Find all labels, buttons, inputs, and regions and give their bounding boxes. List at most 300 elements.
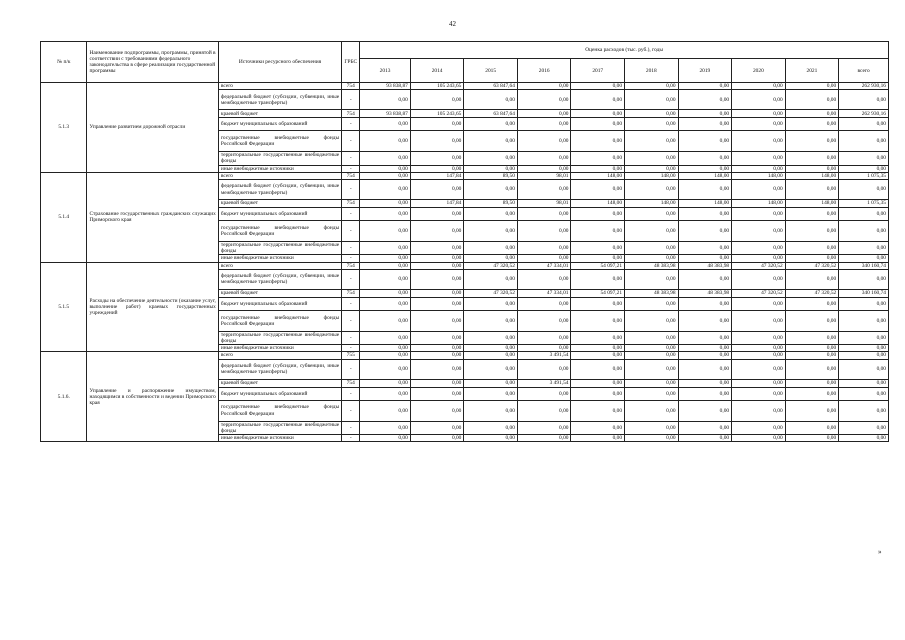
year-value-cell: 0,00 xyxy=(732,331,786,344)
year-value-cell: 0,00 xyxy=(678,131,732,152)
year-value-cell: 0,00 xyxy=(464,152,518,165)
year-value-cell: 0,00 xyxy=(625,331,679,344)
year-value-cell: 0,00 xyxy=(360,310,411,331)
year-value-cell: 47 334,01 xyxy=(517,262,571,269)
item-number: 5.1.5 xyxy=(41,262,87,352)
grbs-code: 754 xyxy=(342,83,360,90)
total-cell: 0,00 xyxy=(839,297,889,310)
funding-source: территориальные государственные внебюджетные фонды xyxy=(218,152,341,165)
total-cell: 0,00 xyxy=(839,435,889,442)
item-number: 5.1.4 xyxy=(41,172,87,262)
year-value-cell: 0,00 xyxy=(360,387,411,400)
year-value-cell: 0,00 xyxy=(360,359,411,379)
year-value-cell: 148,00 xyxy=(571,200,625,208)
year-value-cell: 0,00 xyxy=(517,387,571,400)
year-value-cell: 0,00 xyxy=(625,110,679,118)
header-year: 2015 xyxy=(464,59,518,83)
year-value-cell: 0,00 xyxy=(360,345,411,352)
year-value-cell: 0,00 xyxy=(785,379,839,387)
year-value-cell: 0,00 xyxy=(571,242,625,255)
header-year: 2013 xyxy=(360,59,411,83)
header-year: 2016 xyxy=(517,59,571,83)
year-value-cell: 0,00 xyxy=(785,83,839,90)
header-total: всего xyxy=(839,59,889,83)
year-value-cell: 0,00 xyxy=(360,165,411,172)
year-value-cell: 0,00 xyxy=(571,208,625,221)
year-value-cell: 0,00 xyxy=(785,435,839,442)
grbs-code: - xyxy=(342,310,360,331)
year-value-cell: 148,00 xyxy=(785,172,839,179)
year-value-cell: 63 847,64 xyxy=(464,110,518,118)
item-number: 5.1.3 xyxy=(41,83,87,173)
year-value-cell: 93 838,87 xyxy=(360,110,411,118)
year-value-cell: 47 320,52 xyxy=(785,262,839,269)
year-value-cell: 0,00 xyxy=(360,208,411,221)
year-value-cell: 0,00 xyxy=(571,359,625,379)
year-value-cell: 0,00 xyxy=(571,345,625,352)
year-value-cell: 147,84 xyxy=(410,172,464,179)
total-cell: 0,00 xyxy=(839,359,889,379)
total-cell: 0,00 xyxy=(839,90,889,110)
year-value-cell: 0,00 xyxy=(360,180,411,200)
year-value-cell: 47 320,52 xyxy=(464,289,518,297)
year-value-cell: 0,00 xyxy=(360,200,411,208)
grbs-code: - xyxy=(342,331,360,344)
year-value-cell: 0,00 xyxy=(360,131,411,152)
year-value-cell: 148,00 xyxy=(678,172,732,179)
total-cell: 0,00 xyxy=(839,255,889,262)
year-value-cell: 0,00 xyxy=(517,118,571,131)
header-row-top xyxy=(41,42,889,59)
year-value-cell: 0,00 xyxy=(464,359,518,379)
year-value-cell: 0,00 xyxy=(360,379,411,387)
year-value-cell: 0,00 xyxy=(732,310,786,331)
year-value-cell: 0,00 xyxy=(360,435,411,442)
grbs-code: - xyxy=(342,387,360,400)
total-cell: 0,00 xyxy=(839,180,889,200)
funding-source: краевой бюджет xyxy=(218,289,341,297)
total-cell: 1 075,35 xyxy=(839,172,889,179)
header-year: 2019 xyxy=(678,59,732,83)
year-value-cell: 0,00 xyxy=(678,90,732,110)
year-value-cell: 0,00 xyxy=(410,242,464,255)
year-value-cell: 0,00 xyxy=(410,255,464,262)
year-value-cell: 0,00 xyxy=(571,90,625,110)
year-value-cell: 0,00 xyxy=(360,269,411,289)
year-value-cell: 0,00 xyxy=(517,208,571,221)
funding-source: краевой бюджет xyxy=(218,379,341,387)
year-value-cell: 0,00 xyxy=(410,331,464,344)
year-value-cell: 105 243,65 xyxy=(410,83,464,90)
program-name: Расходы на обеспечение деятельности (оказание услуг, выполнение работ) краевых государственных учреждений xyxy=(87,262,218,352)
year-value-cell: 0,00 xyxy=(625,345,679,352)
year-value-cell: 48 383,98 xyxy=(625,289,679,297)
year-value-cell: 0,00 xyxy=(785,90,839,110)
total-cell: 0,00 xyxy=(839,331,889,344)
grbs-code: 755 xyxy=(342,352,360,359)
year-value-cell: 0,00 xyxy=(517,345,571,352)
year-value-cell: 148,00 xyxy=(785,200,839,208)
year-value-cell: 0,00 xyxy=(571,379,625,387)
year-value-cell: 0,00 xyxy=(464,435,518,442)
grbs-code: - xyxy=(342,435,360,442)
year-value-cell: 0,00 xyxy=(678,83,732,90)
year-value-cell: 0,00 xyxy=(571,400,625,421)
total-cell: 0,00 xyxy=(839,131,889,152)
year-value-cell: 0,00 xyxy=(410,90,464,110)
grbs-code: 754 xyxy=(342,200,360,208)
year-value-cell: 0,00 xyxy=(464,352,518,359)
year-value-cell: 0,00 xyxy=(678,118,732,131)
grbs-code: - xyxy=(342,208,360,221)
year-value-cell: 0,00 xyxy=(678,221,732,242)
year-value-cell: 47 320,52 xyxy=(464,262,518,269)
year-value-cell: 0,00 xyxy=(678,435,732,442)
year-value-cell: 0,00 xyxy=(678,297,732,310)
funding-source: государственные внебюджетные фонды Российской Федерации xyxy=(218,131,341,152)
year-value-cell: 0,00 xyxy=(678,255,732,262)
year-value-cell: 0,00 xyxy=(732,387,786,400)
year-value-cell: 0,00 xyxy=(785,331,839,344)
year-value-cell: 0,00 xyxy=(678,208,732,221)
funding-source: иные внебюджетные источники xyxy=(218,255,341,262)
funding-source: бюджет муниципальных образований xyxy=(218,297,341,310)
year-value-cell: 0,00 xyxy=(625,269,679,289)
year-value-cell: 0,00 xyxy=(625,255,679,262)
year-value-cell: 0,00 xyxy=(625,379,679,387)
year-value-cell: 48 383,98 xyxy=(678,289,732,297)
year-value-cell: 98,01 xyxy=(517,172,571,179)
program-name: Управление развитием дорожной отрасли xyxy=(87,83,218,173)
year-value-cell: 0,00 xyxy=(410,180,464,200)
year-value-cell: 0,00 xyxy=(410,387,464,400)
year-value-cell: 0,00 xyxy=(464,269,518,289)
grbs-code: - xyxy=(342,255,360,262)
year-value-cell: 0,00 xyxy=(732,435,786,442)
year-value-cell: 0,00 xyxy=(464,208,518,221)
year-value-cell: 0,00 xyxy=(785,118,839,131)
header-year: 2018 xyxy=(625,59,679,83)
year-value-cell: 0,00 xyxy=(625,297,679,310)
year-value-cell: 0,00 xyxy=(571,165,625,172)
year-value-cell: 0,00 xyxy=(678,242,732,255)
funding-source: краевой бюджет xyxy=(218,200,341,208)
year-value-cell: 0,00 xyxy=(625,400,679,421)
year-value-cell: 0,00 xyxy=(785,152,839,165)
year-value-cell: 89,50 xyxy=(464,172,518,179)
year-value-cell: 0,00 xyxy=(360,172,411,179)
year-value-cell: 0,00 xyxy=(410,262,464,269)
year-value-cell: 47 320,52 xyxy=(785,289,839,297)
funding-source: федеральный бюджет (субсидии, субвенции, иные межбюджетные трансферты) xyxy=(218,269,341,289)
year-value-cell: 0,00 xyxy=(517,435,571,442)
year-value-cell: 0,00 xyxy=(410,352,464,359)
funding-source: территориальные государственные внебюджетные фонды xyxy=(218,421,341,434)
year-value-cell: 0,00 xyxy=(732,359,786,379)
funding-source: федеральный бюджет (субсидии, субвенции, иные межбюджетные трансферты) xyxy=(218,359,341,379)
table-row xyxy=(41,83,889,90)
item-number: 5.1.6. xyxy=(41,352,87,442)
year-value-cell: 0,00 xyxy=(517,83,571,90)
year-value-cell: 0,00 xyxy=(785,255,839,262)
total-cell: 0,00 xyxy=(839,352,889,359)
table-row xyxy=(41,352,889,359)
funding-source: государственные внебюджетные фонды Российской Федерации xyxy=(218,310,341,331)
grbs-code: - xyxy=(342,242,360,255)
year-value-cell: 0,00 xyxy=(360,118,411,131)
funding-source: территориальные государственные внебюджетные фонды xyxy=(218,331,341,344)
page-number: 42 xyxy=(449,20,456,28)
year-value-cell: 0,00 xyxy=(464,90,518,110)
year-value-cell: 0,00 xyxy=(360,400,411,421)
year-value-cell: 0,00 xyxy=(410,269,464,289)
year-value-cell: 0,00 xyxy=(410,131,464,152)
total-cell: 0,00 xyxy=(839,152,889,165)
grbs-code: - xyxy=(342,180,360,200)
year-value-cell: 0,00 xyxy=(360,289,411,297)
year-value-cell: 0,00 xyxy=(410,152,464,165)
grbs-code: - xyxy=(342,90,360,110)
grbs-code: - xyxy=(342,165,360,172)
year-value-cell: 0,00 xyxy=(678,165,732,172)
grbs-code: 754 xyxy=(342,262,360,269)
year-value-cell: 0,00 xyxy=(571,83,625,90)
year-value-cell: 0,00 xyxy=(517,180,571,200)
year-value-cell: 0,00 xyxy=(517,297,571,310)
year-value-cell: 0,00 xyxy=(360,255,411,262)
funding-source: краевой бюджет xyxy=(218,110,341,118)
year-value-cell: 3 491,54 xyxy=(517,379,571,387)
year-value-cell: 0,00 xyxy=(732,118,786,131)
year-value-cell: 0,00 xyxy=(785,400,839,421)
year-value-cell: 0,00 xyxy=(517,131,571,152)
year-value-cell: 0,00 xyxy=(410,345,464,352)
year-value-cell: 0,00 xyxy=(571,255,625,262)
year-value-cell: 0,00 xyxy=(571,131,625,152)
funding-source: бюджет муниципальных образований xyxy=(218,208,341,221)
year-value-cell: 0,00 xyxy=(732,345,786,352)
year-value-cell: 0,00 xyxy=(464,297,518,310)
funding-source: бюджет муниципальных образований xyxy=(218,118,341,131)
year-value-cell: 0,00 xyxy=(732,255,786,262)
total-cell: 262 930,16 xyxy=(839,83,889,90)
table-body xyxy=(41,83,889,442)
header-year: 2021 xyxy=(785,59,839,83)
year-value-cell: 0,00 xyxy=(410,379,464,387)
header-year: 2014 xyxy=(410,59,464,83)
year-value-cell: 0,00 xyxy=(625,221,679,242)
total-cell: 1 075,35 xyxy=(839,200,889,208)
funding-source: территориальные государственные внебюджетные фонды xyxy=(218,242,341,255)
year-value-cell: 0,00 xyxy=(625,118,679,131)
total-cell: 0,00 xyxy=(839,208,889,221)
funding-source: всего xyxy=(218,352,341,359)
funding-source: государственные внебюджетные фонды Российской Федерации xyxy=(218,400,341,421)
year-value-cell: 0,00 xyxy=(678,387,732,400)
year-value-cell: 0,00 xyxy=(732,90,786,110)
total-cell: 340 160,74 xyxy=(839,289,889,297)
year-value-cell: 0,00 xyxy=(732,165,786,172)
year-value-cell: 48 383,98 xyxy=(678,262,732,269)
year-value-cell: 0,00 xyxy=(464,255,518,262)
total-cell: 0,00 xyxy=(839,310,889,331)
grbs-code: - xyxy=(342,400,360,421)
year-value-cell: 0,00 xyxy=(785,310,839,331)
year-value-cell: 0,00 xyxy=(410,310,464,331)
header-year: 2017 xyxy=(571,59,625,83)
year-value-cell: 0,00 xyxy=(625,310,679,331)
year-value-cell: 0,00 xyxy=(517,269,571,289)
year-value-cell: 0,00 xyxy=(410,359,464,379)
funding-source: иные внебюджетные источники xyxy=(218,435,341,442)
year-value-cell: 0,00 xyxy=(517,400,571,421)
year-value-cell: 0,00 xyxy=(517,359,571,379)
year-value-cell: 0,00 xyxy=(785,421,839,434)
year-value-cell: 0,00 xyxy=(625,359,679,379)
funding-source: государственные внебюджетные фонды Российской Федерации xyxy=(218,221,341,242)
year-value-cell: 0,00 xyxy=(732,152,786,165)
year-value-cell: 0,00 xyxy=(732,379,786,387)
total-cell: 0,00 xyxy=(839,345,889,352)
total-cell: 0,00 xyxy=(839,379,889,387)
year-value-cell: 0,00 xyxy=(464,421,518,434)
year-value-cell: 0,00 xyxy=(571,269,625,289)
year-value-cell: 0,00 xyxy=(517,221,571,242)
year-value-cell: 0,00 xyxy=(464,118,518,131)
year-value-cell: 0,00 xyxy=(732,297,786,310)
year-value-cell: 0,00 xyxy=(517,421,571,434)
year-value-cell: 0,00 xyxy=(517,331,571,344)
year-value-cell: 63 847,64 xyxy=(464,83,518,90)
year-value-cell: 0,00 xyxy=(785,352,839,359)
year-value-cell: 0,00 xyxy=(464,379,518,387)
year-value-cell: 48 383,98 xyxy=(625,262,679,269)
year-value-cell: 0,00 xyxy=(571,297,625,310)
year-value-cell: 0,00 xyxy=(410,289,464,297)
year-value-cell: 0,00 xyxy=(625,152,679,165)
total-cell: 0,00 xyxy=(839,387,889,400)
year-value-cell: 0,00 xyxy=(360,221,411,242)
budget-table xyxy=(40,41,889,442)
year-value-cell: 0,00 xyxy=(785,131,839,152)
year-value-cell: 0,00 xyxy=(785,180,839,200)
year-value-cell: 47 334,01 xyxy=(517,289,571,297)
year-value-cell: 0,00 xyxy=(517,90,571,110)
year-value-cell: 0,00 xyxy=(464,221,518,242)
grbs-code: - xyxy=(342,359,360,379)
year-value-cell: 0,00 xyxy=(678,152,732,165)
year-value-cell: 0,00 xyxy=(732,242,786,255)
year-value-cell: 0,00 xyxy=(571,152,625,165)
year-value-cell: 0,00 xyxy=(571,110,625,118)
program-name: Страхование государственных гражданских служащих Приморского края xyxy=(87,172,218,262)
header-source: Источники ресурсного обеспечения xyxy=(218,42,341,83)
year-value-cell: 148,00 xyxy=(678,200,732,208)
year-value-cell: 0,00 xyxy=(785,359,839,379)
year-value-cell: 0,00 xyxy=(625,352,679,359)
year-value-cell: 0,00 xyxy=(625,90,679,110)
year-value-cell: 0,00 xyxy=(678,352,732,359)
year-value-cell: 0,00 xyxy=(625,83,679,90)
year-value-cell: 47 320,52 xyxy=(732,262,786,269)
year-value-cell: 0,00 xyxy=(464,180,518,200)
trailing-mark: » xyxy=(878,548,882,556)
year-value-cell: 0,00 xyxy=(517,165,571,172)
year-value-cell: 0,00 xyxy=(410,221,464,242)
year-value-cell: 0,00 xyxy=(517,110,571,118)
year-value-cell: 0,00 xyxy=(732,421,786,434)
year-value-cell: 0,00 xyxy=(360,352,411,359)
year-value-cell: 0,00 xyxy=(464,387,518,400)
year-value-cell: 0,00 xyxy=(732,208,786,221)
year-value-cell: 0,00 xyxy=(410,435,464,442)
header-year: 2020 xyxy=(732,59,786,83)
year-value-cell: 0,00 xyxy=(732,110,786,118)
funding-source: всего xyxy=(218,262,341,269)
year-value-cell: 148,00 xyxy=(732,200,786,208)
year-value-cell: 0,00 xyxy=(785,345,839,352)
year-value-cell: 0,00 xyxy=(360,242,411,255)
year-value-cell: 0,00 xyxy=(785,221,839,242)
year-value-cell: 0,00 xyxy=(678,400,732,421)
year-value-cell: 0,00 xyxy=(678,331,732,344)
year-value-cell: 0,00 xyxy=(517,255,571,262)
grbs-code: - xyxy=(342,118,360,131)
year-value-cell: 0,00 xyxy=(360,421,411,434)
year-value-cell: 0,00 xyxy=(732,400,786,421)
funding-source: федеральный бюджет (субсидии, субвенции, иные межбюджетные трансферты) xyxy=(218,90,341,110)
year-value-cell: 0,00 xyxy=(464,165,518,172)
funding-source: иные внебюджетные источники xyxy=(218,345,341,352)
total-cell: 0,00 xyxy=(839,118,889,131)
year-value-cell: 147,84 xyxy=(410,200,464,208)
grbs-code: - xyxy=(342,345,360,352)
total-cell: 0,00 xyxy=(839,421,889,434)
year-value-cell: 0,00 xyxy=(678,180,732,200)
grbs-code: 754 xyxy=(342,172,360,179)
year-value-cell: 0,00 xyxy=(625,180,679,200)
year-value-cell: 0,00 xyxy=(732,269,786,289)
header-number: № п/к xyxy=(41,42,87,83)
year-value-cell: 0,00 xyxy=(625,435,679,442)
year-value-cell: 93 838,87 xyxy=(360,83,411,90)
year-value-cell: 0,00 xyxy=(360,152,411,165)
grbs-code: - xyxy=(342,131,360,152)
year-value-cell: 0,00 xyxy=(732,180,786,200)
total-cell: 0,00 xyxy=(839,400,889,421)
year-value-cell: 54 097,21 xyxy=(571,262,625,269)
year-value-cell: 0,00 xyxy=(360,297,411,310)
year-value-cell: 3 491,54 xyxy=(517,352,571,359)
year-value-cell: 0,00 xyxy=(410,421,464,434)
year-value-cell: 0,00 xyxy=(464,345,518,352)
year-value-cell: 0,00 xyxy=(625,242,679,255)
year-value-cell: 0,00 xyxy=(678,110,732,118)
year-value-cell: 0,00 xyxy=(360,331,411,344)
year-value-cell: 0,00 xyxy=(625,165,679,172)
total-cell: 340 160,74 xyxy=(839,262,889,269)
year-value-cell: 0,00 xyxy=(517,152,571,165)
funding-source: федеральный бюджет (субсидии, субвенции, иные межбюджетные трансферты) xyxy=(218,180,341,200)
year-value-cell: 47 320,52 xyxy=(732,289,786,297)
year-value-cell: 0,00 xyxy=(517,242,571,255)
funding-source: всего xyxy=(218,172,341,179)
year-value-cell: 148,00 xyxy=(625,200,679,208)
year-value-cell: 0,00 xyxy=(732,83,786,90)
year-value-cell: 0,00 xyxy=(678,269,732,289)
year-value-cell: 0,00 xyxy=(625,421,679,434)
year-value-cell: 0,00 xyxy=(732,352,786,359)
